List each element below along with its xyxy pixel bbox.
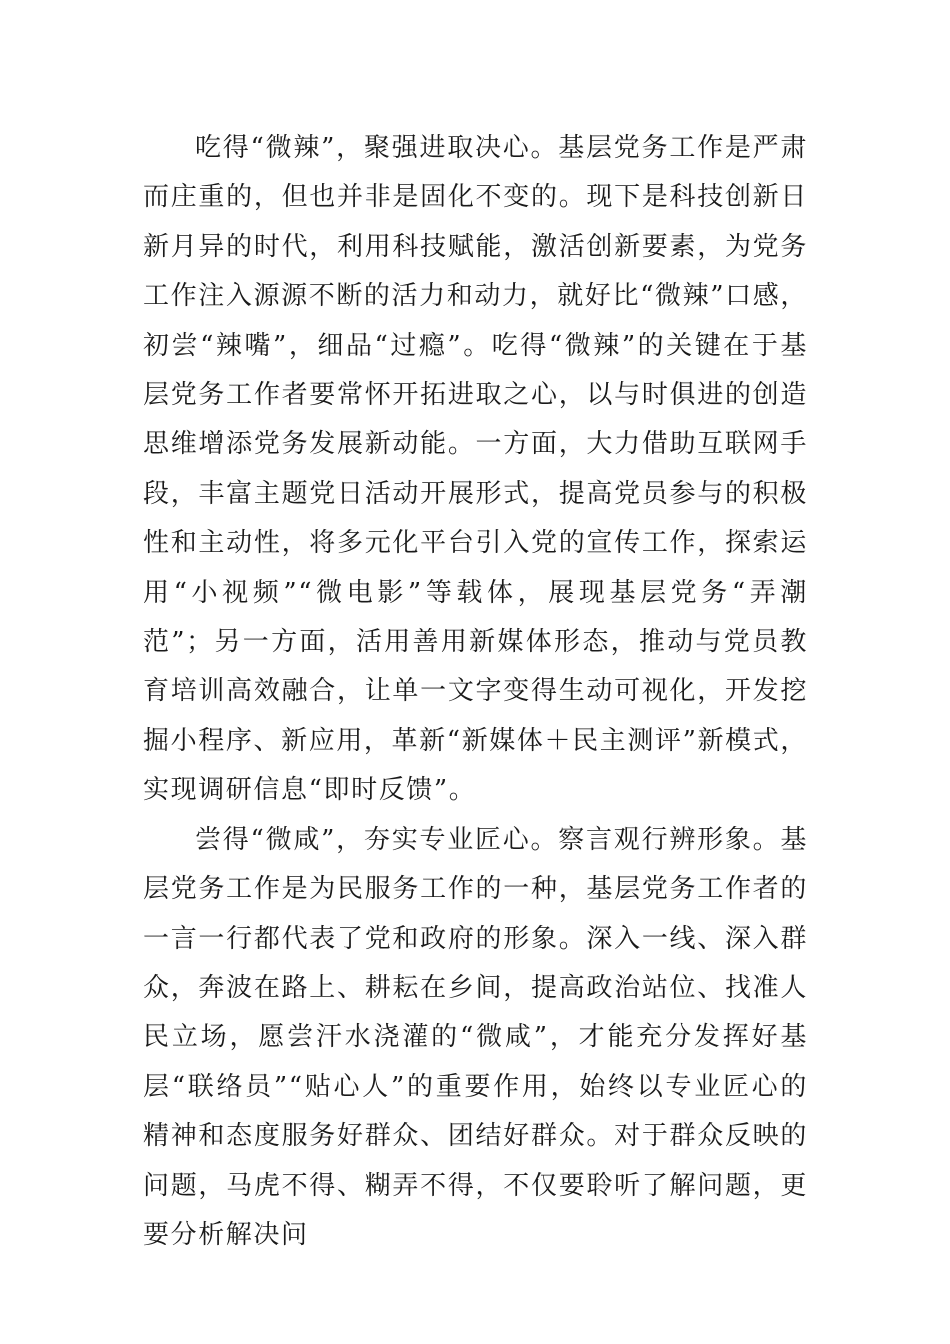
paragraph-weixian: 尝得“微咸”，夯实专业匠心。察言观行辨形象。基层党务工作是为民服务工作的一种，基层党务工作者的一言一行都代表了党和政府的形象。深入一线、深入群众，奔波在路上、耕耘在乡间，提高政治站位、找准人民立场，愿尝汗水浇灌的“微咸”，才能充分发挥好基层“联络员”“贴心人”的重要作用，始终以专业匠心的精神和态度服务好群众、团结好群众。对于群众反映的问题，马虎不得、糊弄不得，不仅要聆听了解问题，更要分析解决问 (143, 824, 808, 1250)
document-body (143, 124, 808, 1260)
paragraph-weila: 吃得“微辣”，聚强进取决心。基层党务工作是严肃而庄重的，但也并非是固化不变的。现下是科技创新日新月异的时代，利用科技赋能，激活创新要素，为党务工作注入源源不断的活力和动力，就好比“微辣”口感，初尝“辣嘴”，细品“过瘾”。吃得“微辣”的关键在于基层党务工作者要常怀开拓进取之心，以与时俱进的创造思维增添党务发展新动能。一方面，大力借助互联网手段，丰富主题党日活动开展形式，提高党员参与的积极性和主动性，将多元化平台引入党的宣传工作，探索运用“小视频”“微电影”等载体，展现基层党务“弄潮范”；另一方面，活用善用新媒体形态，推动与党员教育培训高效融合，让单一文字变得生动可视化，开发挖掘小程序、新应用，革新“新媒体＋民主测评”新模式，实现调研信息“即时反馈”。 (143, 133, 808, 806)
